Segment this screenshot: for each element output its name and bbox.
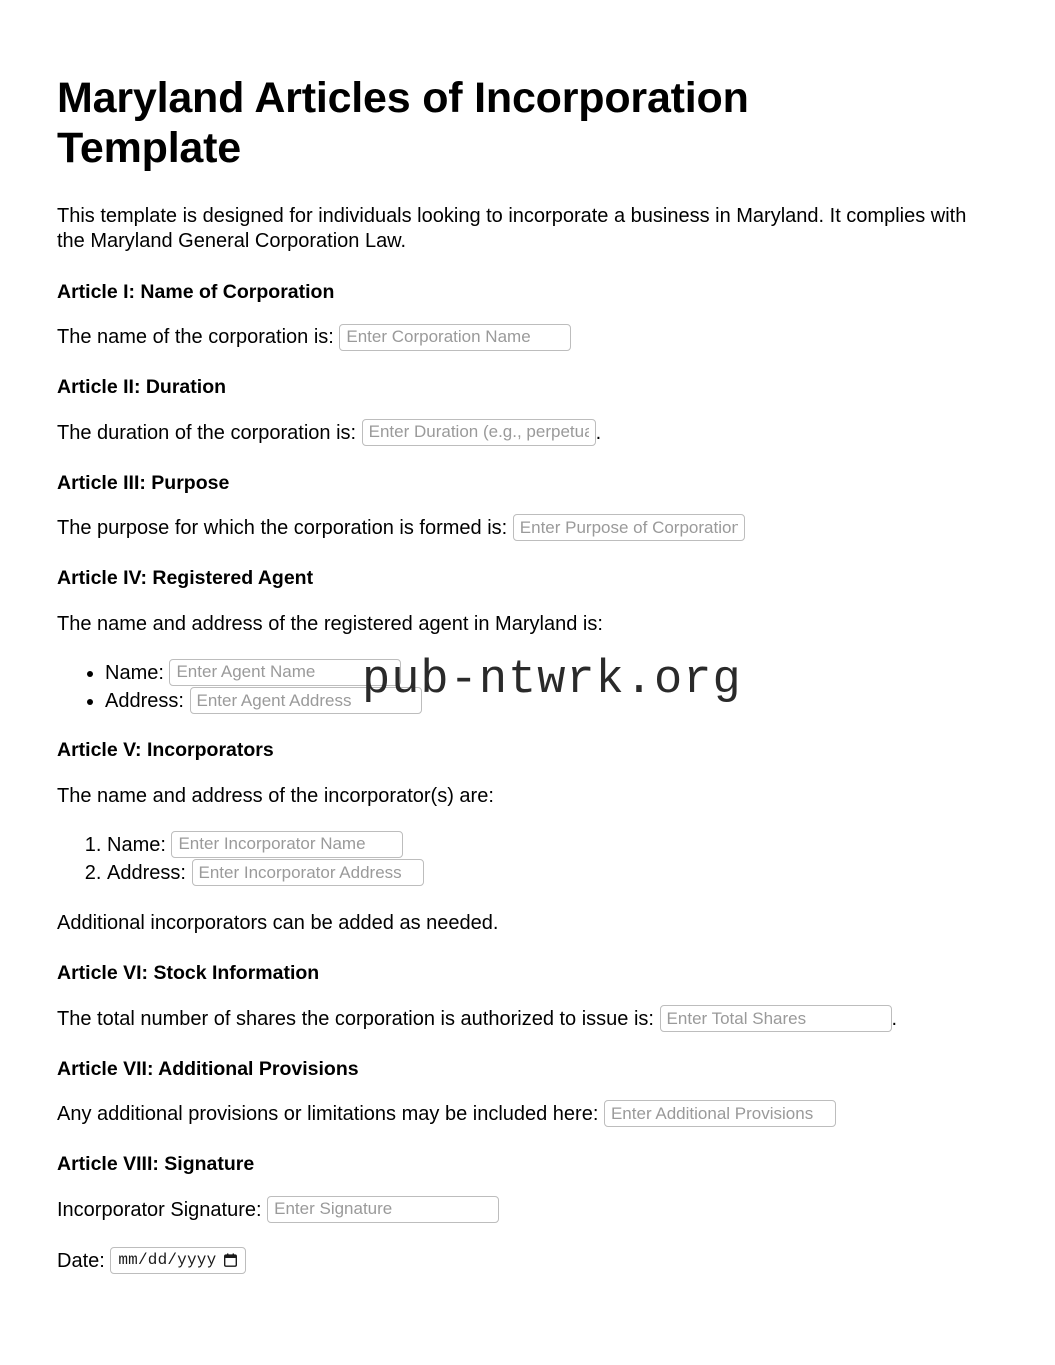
signature-input[interactable] [267, 1196, 499, 1223]
additional-provisions-input[interactable] [604, 1100, 836, 1127]
article-viii-heading: Article VIII: Signature [57, 1153, 255, 1176]
registered-agent-list [57, 654, 998, 716]
article-ii-line [57, 419, 998, 448]
article-iii-line [57, 514, 998, 543]
article-v-heading: Article V: Incorporators [57, 739, 274, 762]
list-item [107, 859, 998, 887]
intro-paragraph: This template is designed for individuals looking to incorporate a business in Maryland. It complies with the Maryland General Corporation Law. [57, 204, 967, 253]
agent-address-input[interactable] [190, 687, 422, 714]
incorporator-name-label: Name: [107, 833, 166, 856]
article-vii-line [57, 1100, 998, 1129]
article-vii-heading: Article VII: Additional Provisions [57, 1057, 359, 1080]
article-vi-heading: Article VI: Stock Information [57, 962, 320, 985]
agent-name-input[interactable] [169, 659, 401, 686]
incorporator-list [57, 831, 998, 888]
agent-address-label: Address: [105, 689, 184, 712]
signature-label: Incorporator Signature: [57, 1198, 262, 1221]
date-input[interactable] [110, 1247, 246, 1274]
incorporator-address-input[interactable] [192, 859, 424, 886]
calendar-icon[interactable] [224, 1253, 237, 1267]
article-i-line [57, 323, 998, 352]
article-vi-label: The total number of shares the corporation is authorized to issue is: [57, 1007, 654, 1030]
article-iv-heading: Article IV: Registered Agent [57, 567, 314, 590]
signature-line [57, 1196, 998, 1225]
article-ii-heading: Article II: Duration [57, 376, 227, 399]
incorporator-name-input[interactable] [171, 831, 403, 858]
list-item [107, 831, 998, 859]
article-vi-line [57, 1005, 998, 1034]
date-placeholder-text: mm/dd/yyyy [118, 1250, 217, 1269]
date-label: Date: [57, 1249, 105, 1272]
list-item [105, 659, 998, 687]
article-ii-label: The duration of the corporation is: [57, 421, 357, 444]
page-title: Maryland Articles of Incorporation Template [57, 74, 749, 172]
article-iv-label: The name and address of the registered agent in Maryland is: [57, 612, 603, 635]
article-iii-heading: Article III: Purpose [57, 471, 230, 494]
purpose-input[interactable] [513, 514, 745, 541]
list-item [105, 687, 998, 715]
article-i-heading: Article I: Name of Corporation [57, 280, 335, 303]
incorporator-address-label: Address: [107, 862, 186, 885]
duration-input[interactable] [362, 419, 596, 446]
article-iii-label: The purpose for which the corporation is formed is: [57, 517, 508, 540]
article-vi-period: . [891, 1007, 898, 1030]
article-vii-label: Any additional provisions or limitations may be included here: [57, 1103, 599, 1126]
article-v-note: Additional incorporators can be added as needed. [57, 912, 499, 935]
corporation-name-input[interactable] [339, 324, 571, 351]
agent-name-label: Name: [105, 661, 164, 684]
site-watermark: pub-ntwrk.org [362, 654, 742, 707]
article-ii-period: . [595, 421, 602, 444]
article-i-label: The name of the corporation is: [57, 326, 334, 349]
total-shares-input[interactable] [660, 1005, 892, 1032]
date-line [57, 1247, 998, 1276]
article-v-label: The name and address of the incorporator(s) are: [57, 784, 494, 807]
